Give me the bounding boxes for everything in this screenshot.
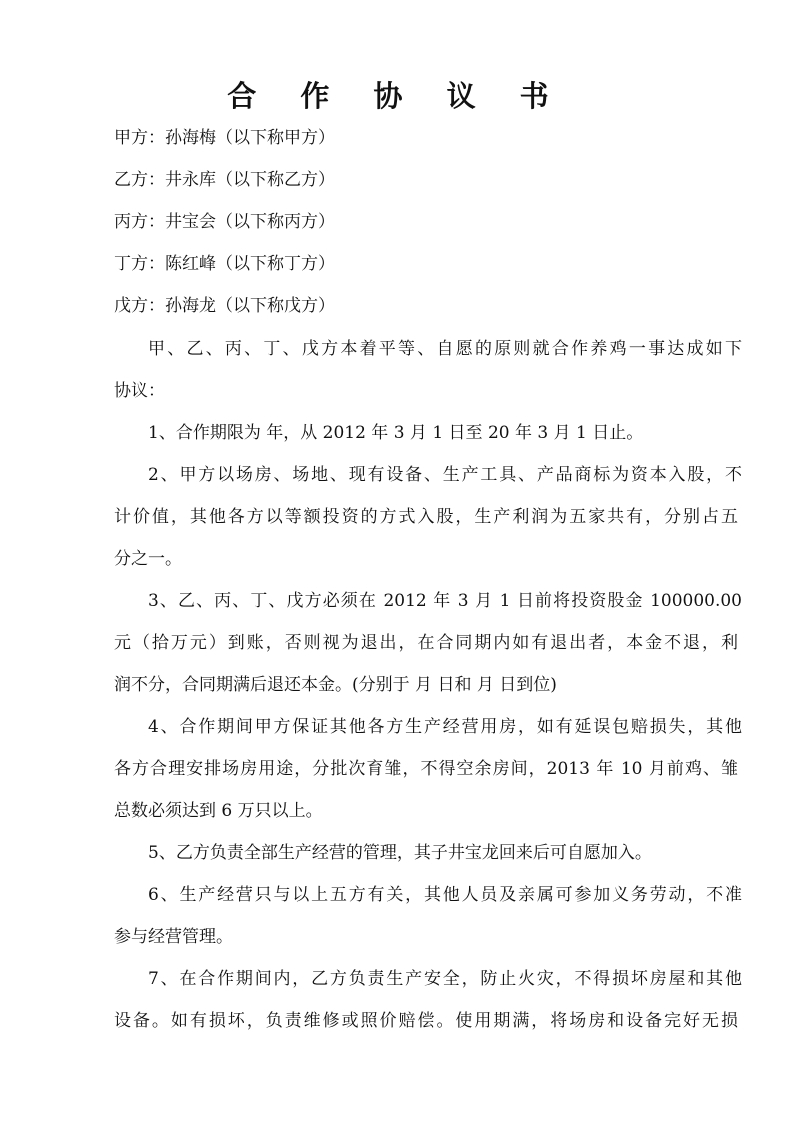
clause-2-line-2: 计价值，其他各方以等额投资的方式入股，生产利润为五家共有，分别占五 — [114, 507, 738, 527]
clause-4-line-2: 各方合理安排场房用途，分批次育雏，不得空余房间，2013 年 10 月前鸡、雏 — [114, 759, 738, 779]
party-d: 丁方：陈红峰（以下称丁方） — [114, 254, 335, 274]
clause-6-line-2: 参与经营管理。 — [114, 927, 233, 947]
clause-2-line-3: 分之一。 — [114, 549, 182, 569]
clause-7-line-2: 设备。如有损坏，负责维修或照价赔偿。使用期满，将场房和设备完好无损 — [114, 1011, 738, 1031]
clause-7-line-1: 7、在合作期间内，乙方负责生产安全，防止火灾，不得损坏房屋和其他 — [148, 969, 742, 989]
clause-4-line-3: 总数必须达到 6 万只以上。 — [114, 801, 323, 821]
clause-3-line-1: 3、乙、丙、丁、戊方必须在 2012 年 3 月 1 日前将投资股金 100000.00 — [148, 591, 742, 611]
document-title: 合 作 协 议 书 — [227, 79, 566, 113]
clause-5-line-1: 5、乙方负责全部生产经营的管理，其子井宝龙回来后可自愿加入。 — [148, 843, 652, 863]
clause-4-line-1: 4、合作期间甲方保证其他各方生产经营用房，如有延误包赔损失，其他 — [148, 717, 742, 737]
clause-3-line-3: 润不分，合同期满后退还本金。(分别于 月 日和 月 日到位) — [114, 675, 557, 695]
party-a: 甲方：孙海梅（以下称甲方） — [114, 128, 335, 148]
clause-6-line-1: 6、生产经营只与以上五方有关，其他人员及亲属可参加义务劳动，不准 — [148, 885, 742, 905]
party-b: 乙方：井永库（以下称乙方） — [114, 170, 335, 190]
clause-3-line-2: 元（拾万元）到账，否则视为退出，在合同期内如有退出者，本金不退，利 — [114, 633, 738, 653]
clause-1-line-1: 1、合作期限为 年，从 2012 年 3 月 1 日至 20 年 3 月 1 日止。 — [148, 423, 644, 443]
intro-line-1: 甲、乙、丙、丁、戊方本着平等、自愿的原则就合作养鸡一事达成如下 — [148, 339, 742, 359]
clause-2-line-1: 2、甲方以场房、场地、现有设备、生产工具、产品商标为资本入股，不 — [148, 465, 742, 485]
party-c: 丙方：井宝会（以下称丙方） — [114, 212, 335, 232]
intro-line-2: 协议： — [114, 381, 165, 401]
party-e: 戊方：孙海龙（以下称戊方） — [114, 296, 335, 316]
